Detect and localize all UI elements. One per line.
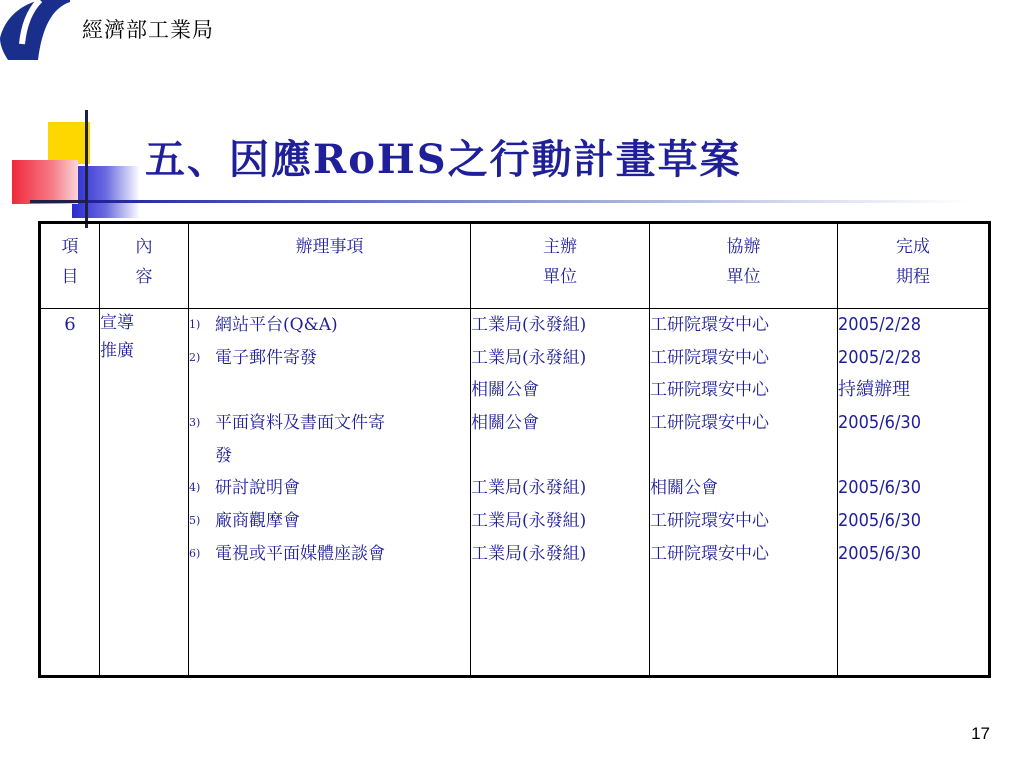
assist-unit: 工研院環安中心 <box>650 543 769 564</box>
assist-unit: 工研院環安中心 <box>650 380 769 401</box>
task-text-continued: 發 <box>215 445 232 466</box>
header-item-line-1: 項 <box>61 237 79 257</box>
header-tasks <box>189 223 471 309</box>
main-unit <box>471 440 649 473</box>
completion-cell <box>838 309 990 677</box>
header-assist-unit-line-2: 單位 <box>726 267 761 287</box>
header-content-line-1: 內 <box>135 237 153 257</box>
assist-unit: 相關公會 <box>650 478 718 499</box>
content-line-2: 推廣 <box>100 341 134 361</box>
completion-date: 2005/6/30 <box>838 510 922 532</box>
header-content <box>100 223 189 309</box>
task-number: 5) <box>189 514 201 528</box>
assist-unit: 工研院環安中心 <box>650 511 769 532</box>
main-unit: 相關公會 <box>471 380 539 401</box>
task-text: 網站平台(Q&A) <box>215 315 338 335</box>
main-unit: 工業局(永發組) <box>471 347 587 368</box>
task-text: 平面資料及書面文件寄 <box>215 413 385 434</box>
task-number: 1) <box>189 318 201 331</box>
header-tasks-line-1: 辦理事項 <box>295 237 364 257</box>
task-text: 電視或平面媒體座談會 <box>215 543 385 564</box>
task-item <box>189 407 470 472</box>
task-item <box>189 309 470 342</box>
task-item <box>189 472 470 505</box>
assist-unit: 工研院環安中心 <box>650 347 769 368</box>
completion-date: 2005/6/30 <box>838 477 922 499</box>
header-assist-unit-line-1: 協辦 <box>726 237 761 257</box>
assist-unit <box>650 440 837 473</box>
completion-date: 2005/2/28 <box>838 346 922 368</box>
completion-date: 2005/2/28 <box>838 314 922 335</box>
task-text: 研討說明會 <box>215 478 300 499</box>
header-item-line-2: 目 <box>61 267 79 287</box>
header-completion-line-1: 完成 <box>896 237 930 257</box>
header-main-unit-line-1: 主辦 <box>543 237 577 257</box>
main-unit: 相關公會 <box>471 413 539 434</box>
assist-unit: 工研院環安中心 <box>650 413 769 434</box>
organization-logo <box>0 0 70 60</box>
assist-unit: 工研院環安中心 <box>650 315 769 335</box>
header-main-unit <box>471 223 650 309</box>
completion-date: 持續辦理 <box>838 379 910 401</box>
header-item <box>40 223 100 309</box>
title-decoration <box>10 108 140 233</box>
table-header-row <box>40 223 990 309</box>
completion-date: 2005/6/30 <box>838 412 922 434</box>
main-unit: 工業局(永發組) <box>471 543 587 564</box>
task-text: 廠商觀摩會 <box>215 511 300 532</box>
main-unit-cell <box>471 309 650 677</box>
task-number: 6) <box>189 546 201 560</box>
main-unit: 工業局(永發組) <box>471 478 587 499</box>
page-number: 17 <box>971 724 990 743</box>
content-cell <box>100 309 189 677</box>
task-number: 3) <box>189 416 201 430</box>
header-assist-unit <box>650 223 838 309</box>
spacer <box>189 374 470 407</box>
completion-date <box>838 440 988 473</box>
item-number: 6 <box>40 309 100 677</box>
action-plan-table <box>38 221 991 678</box>
task-item <box>189 342 470 375</box>
assist-unit-cell <box>650 309 838 677</box>
task-text: 電子郵件寄發 <box>215 347 317 368</box>
table-row <box>40 309 990 677</box>
slide-title: 五、因應RoHS之行動計畫草案 <box>145 136 742 183</box>
header-completion-line-2: 期程 <box>896 267 930 287</box>
header-completion <box>838 223 990 309</box>
title-underline <box>88 200 968 203</box>
header-main-unit-line-2: 單位 <box>543 267 577 287</box>
completion-date: 2005/6/30 <box>838 542 922 564</box>
organization-name: 經濟部工業局 <box>82 18 214 42</box>
task-number: 2) <box>189 350 201 364</box>
task-item <box>189 505 470 538</box>
content-line-1: 宣導 <box>100 313 134 333</box>
tasks-cell <box>189 309 471 677</box>
header-content-line-2: 容 <box>135 267 153 287</box>
task-item <box>189 538 470 571</box>
task-number: 4) <box>189 481 201 495</box>
main-unit: 工業局(永發組) <box>471 315 587 335</box>
main-unit: 工業局(永發組) <box>471 511 587 532</box>
